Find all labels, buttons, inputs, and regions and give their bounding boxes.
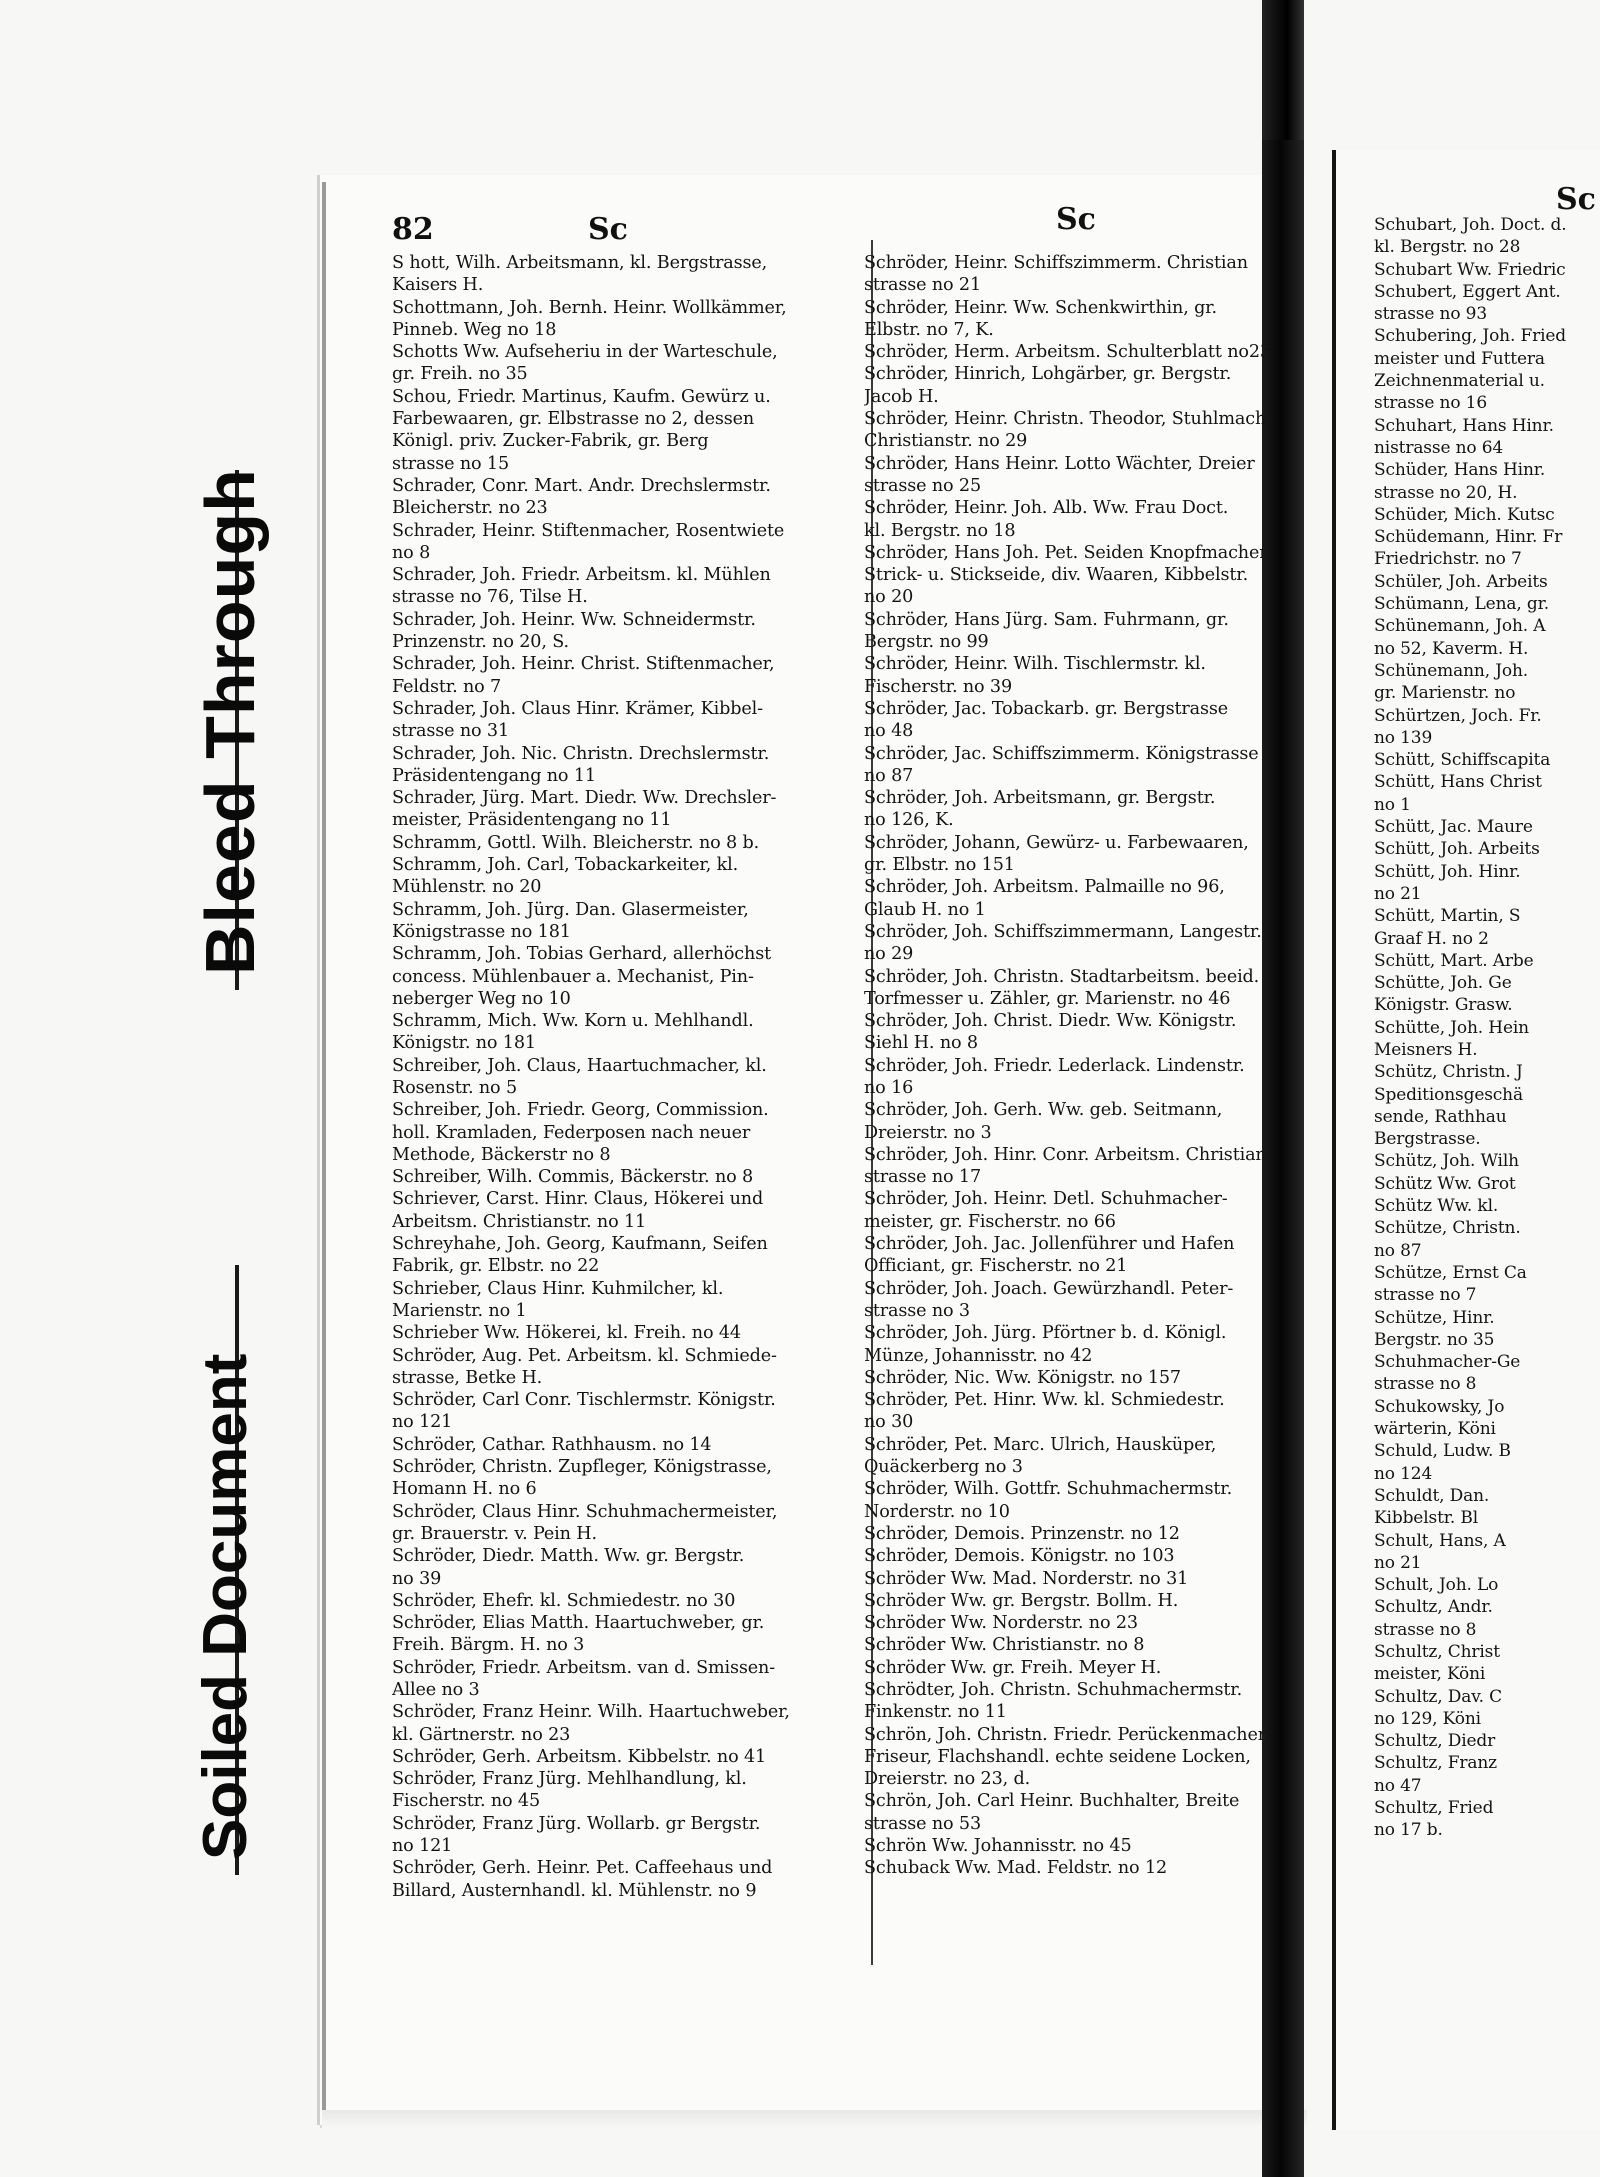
directory-entry-line: strasse no 25 [864,475,982,496]
directory-entry-line: holl. Kramladen, Federposen nach neuer [392,1122,751,1143]
directory-entry-line: Schrader, Joh. Friedr. Arbeitsm. kl. Mühlen [392,565,771,586]
directory-entry-line: no 124 [1374,1463,1433,1484]
directory-entry-line: Schreyhahe, Joh. Georg, Kaufmann, Seifen [392,1234,768,1255]
directory-entry-line: Schultz, Fried [1374,1798,1494,1819]
directory-entry-line: Schrader, Jürg. Mart. Diedr. Ww. Drechsler- [392,788,777,809]
directory-entry-line: Fischerstr. no 39 [864,676,1012,697]
directory-entry-line: Schröder, Gerh. Arbeitsm. Kibbelstr. no 41 [392,1746,767,1767]
directory-entry-line: Schröder, Diedr. Matth. Ww. gr. Bergstr. [392,1546,745,1567]
directory-entry-line: Schröder, Demois. Königstr. no 103 [864,1546,1175,1567]
directory-entry-line: Münze, Johannisstr. no 42 [864,1345,1093,1366]
middle-column [864,252,1320,1880]
directory-entry-line: no 48 [864,721,914,742]
directory-entry-line: Speditionsgeschä [1374,1084,1523,1105]
directory-entry-line: Pinneb. Weg no 18 [392,319,557,340]
directory-entry-line: Schütt, Jac. Maure [1374,817,1533,838]
directory-entry-line: Schüder, Hans Hinr. [1374,460,1546,481]
directory-entry-line: Schröder, Joh. Joach. Gewürzhandl. Peter- [864,1278,1234,1299]
right-page-column [1374,214,1600,1842]
directory-entry-line: Schröder, Jac. Tobackarb. gr. Bergstrasse [864,698,1228,719]
directory-entry-line: Rosenstr. no 5 [392,1077,517,1098]
directory-entry-line: Schult, Hans, A [1374,1530,1506,1551]
directory-entry-line: Schröder, Joh. Schiffszimmermann, Langestr. [864,921,1262,942]
directory-entry-line: Schrön Ww. Johannisstr. no 45 [864,1836,1132,1857]
directory-entry-line: no 121 [392,1412,453,1433]
directory-entry-line: concess. Mühlenbauer a. Mechanist, Pin- [392,966,754,987]
binding-top [1262,0,1304,140]
directory-entry-line: Schröder, Wilh. Gottfr. Schuhmachermstr. [864,1479,1233,1500]
directory-entry-line: no 52, Kaverm. H. [1374,638,1529,659]
directory-entry-line: Schult, Joh. Lo [1374,1575,1499,1596]
directory-entry-line: Schröder, Friedr. Arbeitsm. van d. Smissen- [392,1657,775,1678]
directory-entry-line: Schüder, Mich. Kutsc [1374,504,1555,525]
directory-entry-line: Schuback Ww. Mad. Feldstr. no 12 [864,1858,1168,1879]
directory-entry-line: meister, Köni [1374,1664,1486,1685]
directory-entry-line: Schuld, Ludw. B [1374,1441,1511,1462]
directory-entry-line: Schröder Ww. gr. Freih. Meyer H. [864,1657,1162,1678]
directory-entry-line: gr. Marienstr. no [1374,683,1516,704]
directory-entry-line: Schramm, Joh. Carl, Tobackarkeiter, kl. [392,855,739,876]
directory-entry-line: Schramm, Mich. Ww. Korn u. Mehlhandl. [392,1011,754,1032]
directory-entry-line: Schünemann, Joh. [1374,660,1529,681]
directory-entry-line: no 47 [1374,1775,1422,1796]
directory-entry-line: Schrader, Joh. Claus Hinr. Krämer, Kibbel- [392,698,763,719]
directory-entry-line: Schröder, Cathar. Rathhausm. no 14 [392,1434,712,1455]
directory-entry-line: Methode, Bäckerstr no 8 [392,1144,611,1165]
directory-entry-line: Schütt, Mart. Arbe [1374,950,1534,971]
directory-entry-line: strasse no 3 [864,1300,970,1321]
directory-entry-line: wärterin, Köni [1374,1419,1496,1440]
directory-entry-line: Schütt, Schiffscapita [1374,750,1551,771]
directory-entry-line: Schütz, Joh. Wilh [1374,1151,1519,1172]
directory-entry-line: Schröder, Franz Heinr. Wilh. Haartuchweber, [392,1702,790,1723]
directory-entry-line: Schütze, Ernst Ca [1374,1262,1527,1283]
directory-entry-line: Glaub H. no 1 [864,899,986,920]
directory-entry-line: Schröder, Pet. Hinr. Ww. kl. Schmiedestr. [864,1390,1225,1411]
directory-entry-line: strasse, Betke H. [392,1367,543,1388]
directory-entry-line: Schröder Ww. Christianstr. no 8 [864,1635,1145,1656]
directory-entry-line: Königstr. Grasw. [1374,995,1513,1016]
directory-entry-line: Schultz, Christ [1374,1642,1500,1662]
directory-entry-line: Schröder, Joh. Friedr. Lederlack. Lindenstr. [864,1055,1245,1076]
directory-entry-line: Königl. priv. Zucker-Fabrik, gr. Berg [392,431,709,452]
directory-entry-line: no 16 [864,1077,914,1098]
directory-entry-line: Schröder, Joh. Gerh. Ww. geb. Seitmann, [864,1100,1223,1121]
directory-entry-line: meister, Präsidentengang no 11 [392,810,672,831]
directory-entry-line: Königstrasse no 181 [392,921,571,942]
directory-entry-line: no 17 b. [1374,1820,1443,1841]
directory-entry-line: Schüler, Joh. Arbeits [1374,571,1548,592]
directory-entry-line: Zeichnenmaterial u. [1374,371,1545,392]
directory-entry-line: Schröder, Pet. Marc. Ulrich, Hausküper, [864,1434,1217,1455]
directory-entry-line: Schröder, Heinr. Joh. Alb. Ww. Frau Doct. [864,498,1229,519]
directory-entry-line: Friedrichstr. no 7 [1374,549,1522,570]
directory-entry-line: gr. Elbstr. no 151 [864,855,1015,876]
directory-entry-line: Schukowsky, Jo [1374,1396,1505,1417]
directory-entry-line: neberger Weg no 10 [392,988,571,1009]
directory-entry-line: Schröder, Joh. Heinr. Detl. Schuhmacher- [864,1189,1228,1210]
directory-entry-line: Schütze, Christn. [1374,1218,1521,1239]
directory-entry-line: Siehl H. no 8 [864,1033,978,1054]
directory-entry-line: no 29 [864,944,914,965]
directory-entry-line: Schröder Ww. Mad. Norderstr. no 31 [864,1568,1189,1589]
directory-entry-line: sende, Rathhau [1374,1106,1507,1127]
directory-entry-line: Schütz Ww. kl. [1374,1196,1499,1217]
directory-entry-line: Freih. Bärgm. H. no 3 [392,1635,585,1656]
directory-entry-line: Schütt, Hans Christ [1374,772,1542,793]
directory-entry-line: Schuhmacher-Ge [1374,1352,1521,1373]
directory-entry-line: strasse no 15 [392,453,510,474]
directory-entry-line: strasse no 20, H. [1374,482,1518,503]
directory-entry-line: Fabrik, gr. Elbstr. no 22 [392,1256,600,1277]
directory-entry-line: Schünemann, Joh. A [1374,616,1546,637]
directory-entry-line: Fischerstr. no 45 [392,1791,540,1812]
directory-entry-line: Schröder, Joh. Christ. Diedr. Ww. Königstr. [864,1011,1237,1032]
directory-entry-line: no 8 [392,542,431,563]
directory-entry-line: Schröder, Joh. Christn. Stadtarbeitsm. beeid. [864,966,1260,987]
directory-entry-line: Friseur, Flachshandl. echte seidene Locken, [864,1746,1251,1767]
directory-entry-line: Schröder, Heinr. Schiffszimmerm. Christian [864,253,1248,273]
directory-entry-line: Schröder, Hans Joh. Pet. Seiden Knopfmacher, [864,542,1272,563]
directory-entry-line: no 87 [1374,1240,1422,1261]
directory-entry-line: Schröder, Heinr. Ww. Schenkwirthin, gr. [864,297,1217,318]
directory-entry-line: kl. Gärtnerstr. no 23 [392,1724,571,1745]
soiled-document-label: Soiled Document [191,1353,260,1860]
directory-entry-line: strasse no 21 [864,275,982,296]
left-column [392,252,872,1902]
directory-entry-line: Mühlenstr. no 20 [392,877,542,898]
directory-entry-line: Schütz Ww. Grot [1374,1173,1516,1194]
directory-entry-line: Schubart Ww. Friedric [1374,259,1566,280]
directory-entry-line: Dreierstr. no 23, d. [864,1769,1031,1790]
directory-entry-line: Feldstr. no 7 [392,676,502,697]
next-page-heading: Sc [1556,182,1596,217]
directory-entry-line: Schröder, Joh. Arbeitsm. Palmaille no 96, [864,877,1225,898]
directory-entry-line: Norderstr. no 10 [864,1501,1010,1522]
directory-entry-line: Schütt, Joh. Hinr. [1374,861,1521,882]
directory-entry-line: Schröder, Claus Hinr. Schuhmachermeister, [392,1501,778,1522]
directory-entry-line: Schröder, Joh. Jürg. Pförtner b. d. Königl. [864,1323,1227,1344]
directory-entry-line: Meisners H. [1374,1039,1478,1060]
directory-entry-line: Schütt, Martin, S [1374,906,1521,927]
directory-entry-line: no 129, Köni [1374,1708,1481,1729]
directory-entry-line: Schröder, Joh. Hinr. Conr. Arbeitsm. Christian [864,1144,1267,1165]
directory-entry-line: Allee no 3 [392,1680,480,1700]
directory-entry-line: Schreiber, Wilh. Commis, Bäckerstr. no 8 [392,1167,754,1188]
directory-entry-line: Schröder Ww. Norderstr. no 23 [864,1613,1138,1634]
directory-entry-line: Schröder, Aug. Pet. Arbeitsm. kl. Schmiede- [392,1345,777,1366]
directory-entry-line: Strick- u. Stickseide, div. Waaren, Kibbelstr. [864,565,1249,586]
directory-entry-line: Schröder, Johann, Gewürz- u. Farbewaaren, [864,832,1249,853]
directory-entry-line: strasse no 16 [1374,393,1487,414]
directory-entry-line: Schröder, Joh. Arbeitsmann, gr. Bergstr. [864,788,1216,809]
directory-entry-line: Schröder, Christn. Zupfleger, Königstrasse, [392,1457,772,1478]
directory-entry-line: Officiant, gr. Fischerstr. no 21 [864,1256,1128,1277]
directory-entry-line: Schröder Ww. gr. Bergstr. Bollm. H. [864,1590,1179,1611]
directory-entry-line: Schümann, Lena, gr. [1374,594,1549,615]
directory-entry-line: Finkenstr. no 11 [864,1702,1007,1723]
page-number: 82 [392,212,434,247]
directory-entry-line: Schottmann, Joh. Bernh. Heinr. Wollkämmer, [392,297,787,318]
directory-entry-line: Schröder, Joh. Jac. Jollenführer und Hafen [864,1234,1235,1255]
directory-entry-line: strasse no 7 [1374,1285,1477,1306]
directory-entry-line: Schrader, Conr. Mart. Andr. Drechslermstr. [392,475,771,496]
directory-entry-line: Schultz, Dav. C [1374,1686,1503,1707]
directory-entry-line: Präsidentengang no 11 [392,765,596,786]
directory-entry-line: Schrader, Joh. Heinr. Christ. Stiftenmacher, [392,654,775,675]
directory-entry-line: Schrader, Heinr. Stiftenmacher, Rosentwiete [392,520,785,541]
directory-entry-line: Schröder, Hans Heinr. Lotto Wächter, Dreier [864,453,1255,474]
directory-entry-line: no 126, K. [864,810,954,831]
directory-entry-line: strasse no 17 [864,1167,982,1188]
directory-entry-line: Schütze, Hinr. [1374,1307,1495,1328]
directory-entry-line: Schultz, Andr. [1374,1597,1493,1618]
directory-entry-line: Schröder, Hinrich, Lohgärber, gr. Bergstr. [864,364,1232,385]
directory-entry-line: strasse no 53 [864,1813,982,1834]
directory-entry-line: Schotts Ww. Aufseheriu in der Warteschule, [392,342,778,363]
directory-entry-line: Schürtzen, Joch. Fr. [1374,705,1542,726]
directory-entry-line: strasse no 8 [1374,1619,1477,1640]
directory-entry-line: meister, gr. Fischerstr. no 66 [864,1211,1116,1232]
directory-entry-line: Schuldt, Dan. [1374,1485,1490,1506]
directory-entry-line: Schreiber, Joh. Claus, Haartuchmacher, kl. [392,1055,767,1076]
directory-entry-line: S hott, Wilh. Arbeitsmann, kl. Bergstrasse, [392,253,768,273]
directory-entry-line: Schröder, Franz Jürg. Mehlhandlung, kl. [392,1769,747,1790]
directory-entry-line: Schrieber, Claus Hinr. Kuhmilcher, kl. [392,1278,724,1299]
directory-entry-line: no 139 [1374,727,1433,748]
directory-entry-line: kl. Bergstr. no 18 [864,520,1016,541]
directory-entry-line: gr. Brauerstr. v. Pein H. [392,1523,597,1544]
directory-entry-line: Schröder, Franz Jürg. Wollarb. gr Bergstr. [392,1813,761,1834]
directory-entry-line: Dreierstr. no 3 [864,1122,992,1143]
directory-entry-line: kl. Bergstr. no 28 [1374,237,1521,258]
directory-entry-line: Jacob H. [864,386,939,407]
directory-entry-line: Torfmesser u. Zähler, gr. Marienstr. no 46 [864,988,1231,1009]
directory-entry-line: Schröder, Carl Conr. Tischlermstr. Königstr. [392,1390,776,1411]
directory-entry-line: no 21 [1374,883,1422,904]
directory-entry-line: no 39 [392,1568,442,1589]
directory-entry-line: Schuhart, Hans Hinr. [1374,415,1554,436]
directory-entry-line: Schröder, Nic. Ww. Königstr. no 157 [864,1367,1181,1388]
directory-entry-line: Schüdemann, Hinr. Fr [1374,527,1563,548]
directory-entry-line: Schultz, Diedr [1374,1731,1496,1752]
directory-entry-line: gr. Freih. no 35 [392,364,528,385]
directory-entry-line: meister und Futtera [1374,348,1545,369]
directory-entry-line: Kibbelstr. Bl [1374,1508,1479,1529]
middle-column-heading: Sc [1056,202,1096,237]
directory-entry-line: Schramm, Gottl. Wilh. Bleicherstr. no 8 b. [392,832,760,853]
directory-entry-line: Marienstr. no 1 [392,1300,527,1321]
directory-entry-line: no 21 [1374,1552,1422,1573]
directory-entry-line: Schröder, Jac. Schiffszimmerm. Königstrasse [864,743,1259,764]
directory-entry-line: Bergstr. no 99 [864,632,989,653]
directory-entry-line: Schriever, Carst. Hinr. Claus, Hökerei und [392,1189,764,1210]
directory-entry-line: Prinzenstr. no 20, S. [392,632,569,653]
directory-entry-line: Königstr. no 181 [392,1033,536,1054]
directory-entry-line: Schütte, Joh. Ge [1374,973,1512,994]
directory-entry-line: Schröder, Gerh. Heinr. Pet. Caffeehaus und [392,1858,773,1879]
directory-entry-line: Schütz, Christn. J [1374,1062,1523,1083]
directory-entry-line: Schou, Friedr. Martinus, Kaufm. Gewürz u. [392,386,771,407]
directory-entry-line: nistrasse no 64 [1374,437,1504,458]
directory-entry-line: Schreiber, Joh. Friedr. Georg, Commission. [392,1100,769,1121]
directory-entry-line: Schrön, Joh. Christn. Friedr. Perückenmacher, [864,1724,1270,1745]
directory-entry-line: no 20 [864,587,914,608]
page-bottom-shadow [322,2110,1307,2128]
directory-entry-line: no 1 [1374,794,1411,815]
directory-entry-line: Arbeitsm. Christianstr. no 11 [392,1211,647,1232]
directory-entry-line: Schrieber Ww. Hökerei, kl. Freih. no 44 [392,1323,741,1344]
directory-entry-line: Bergstrasse. [1374,1129,1481,1150]
directory-entry-line: Quäckerberg no 3 [864,1457,1023,1478]
directory-entry-line: Elbstr. no 7, K. [864,319,994,340]
directory-entry-line: Schubart, Joh. Doct. d. [1374,215,1567,235]
directory-entry-line: Schramm, Joh. Tobias Gerhard, allerhöchst [392,944,771,965]
directory-entry-line: Schröder, Ehefr. kl. Schmiedestr. no 30 [392,1590,736,1611]
directory-entry-line: Schultz, Franz [1374,1753,1497,1774]
directory-entry-line: Schröder, Hans Jürg. Sam. Fuhrmann, gr. [864,609,1229,630]
directory-entry-line: Schütt, Joh. Arbeits [1374,839,1540,860]
directory-entry-line: no 121 [392,1836,453,1857]
directory-entry-line: strasse no 93 [1374,304,1487,325]
directory-entry-line: Schröder, Elias Matth. Haartuchweber, gr. [392,1613,765,1634]
directory-entry-line: Schrader, Joh. Heinr. Ww. Schneidermstr. [392,609,756,630]
bleed-through-label: Bleed Through [191,468,269,975]
directory-entry-line: Schröder, Heinr. Christn. Theodor, Stuhlmach. [864,409,1272,430]
directory-entry-line: Schramm, Joh. Jürg. Dan. Glasermeister, [392,899,749,920]
directory-entry-line: Schubert, Eggert Ant. [1374,281,1561,302]
directory-entry-line: Christianstr. no 29 [864,431,1028,452]
directory-entry-line: strasse no 76, Tilse H. [392,587,588,608]
directory-entry-line: Schröder, Heinr. Wilh. Tischlermstr. kl. [864,654,1206,675]
directory-entry-line: Schröder, Herm. Arbeitsm. Schulterblatt no23 [864,342,1271,363]
directory-entry-line: Billard, Austernhandl. kl. Mühlenstr. no 9 [392,1880,757,1901]
directory-entry-line: Kaisers H. [392,275,484,296]
directory-entry-line: Farbewaaren, gr. Elbstrasse no 2, dessen [392,409,755,430]
directory-entry-line: no 87 [864,765,914,786]
directory-entry-line: Bergstr. no 35 [1374,1329,1495,1350]
directory-entry-line: no 30 [864,1412,914,1433]
directory-entry-line: Schubering, Joh. Fried [1374,326,1567,347]
left-column-heading: Sc [588,212,628,247]
directory-entry-line: strasse no 8 [1374,1374,1477,1395]
page-edge-shadow [322,182,326,2127]
directory-entry-line: Graaf H. no 2 [1374,928,1489,949]
directory-entry-line: Bleicherstr. no 23 [392,498,548,519]
directory-entry-line: Schrödter, Joh. Christn. Schuhmachermstr. [864,1680,1243,1700]
directory-entry-line: Schröder, Demois. Prinzenstr. no 12 [864,1523,1180,1544]
directory-entry-line: Schrader, Joh. Nic. Christn. Drechslermstr. [392,743,770,764]
directory-entry-line: Schrön, Joh. Carl Heinr. Buchhalter, Breite [864,1791,1240,1812]
directory-entry-line: strasse no 31 [392,721,510,742]
directory-entry-line: Schütte, Joh. Hein [1374,1017,1529,1038]
directory-entry-line: Homann H. no 6 [392,1479,537,1500]
